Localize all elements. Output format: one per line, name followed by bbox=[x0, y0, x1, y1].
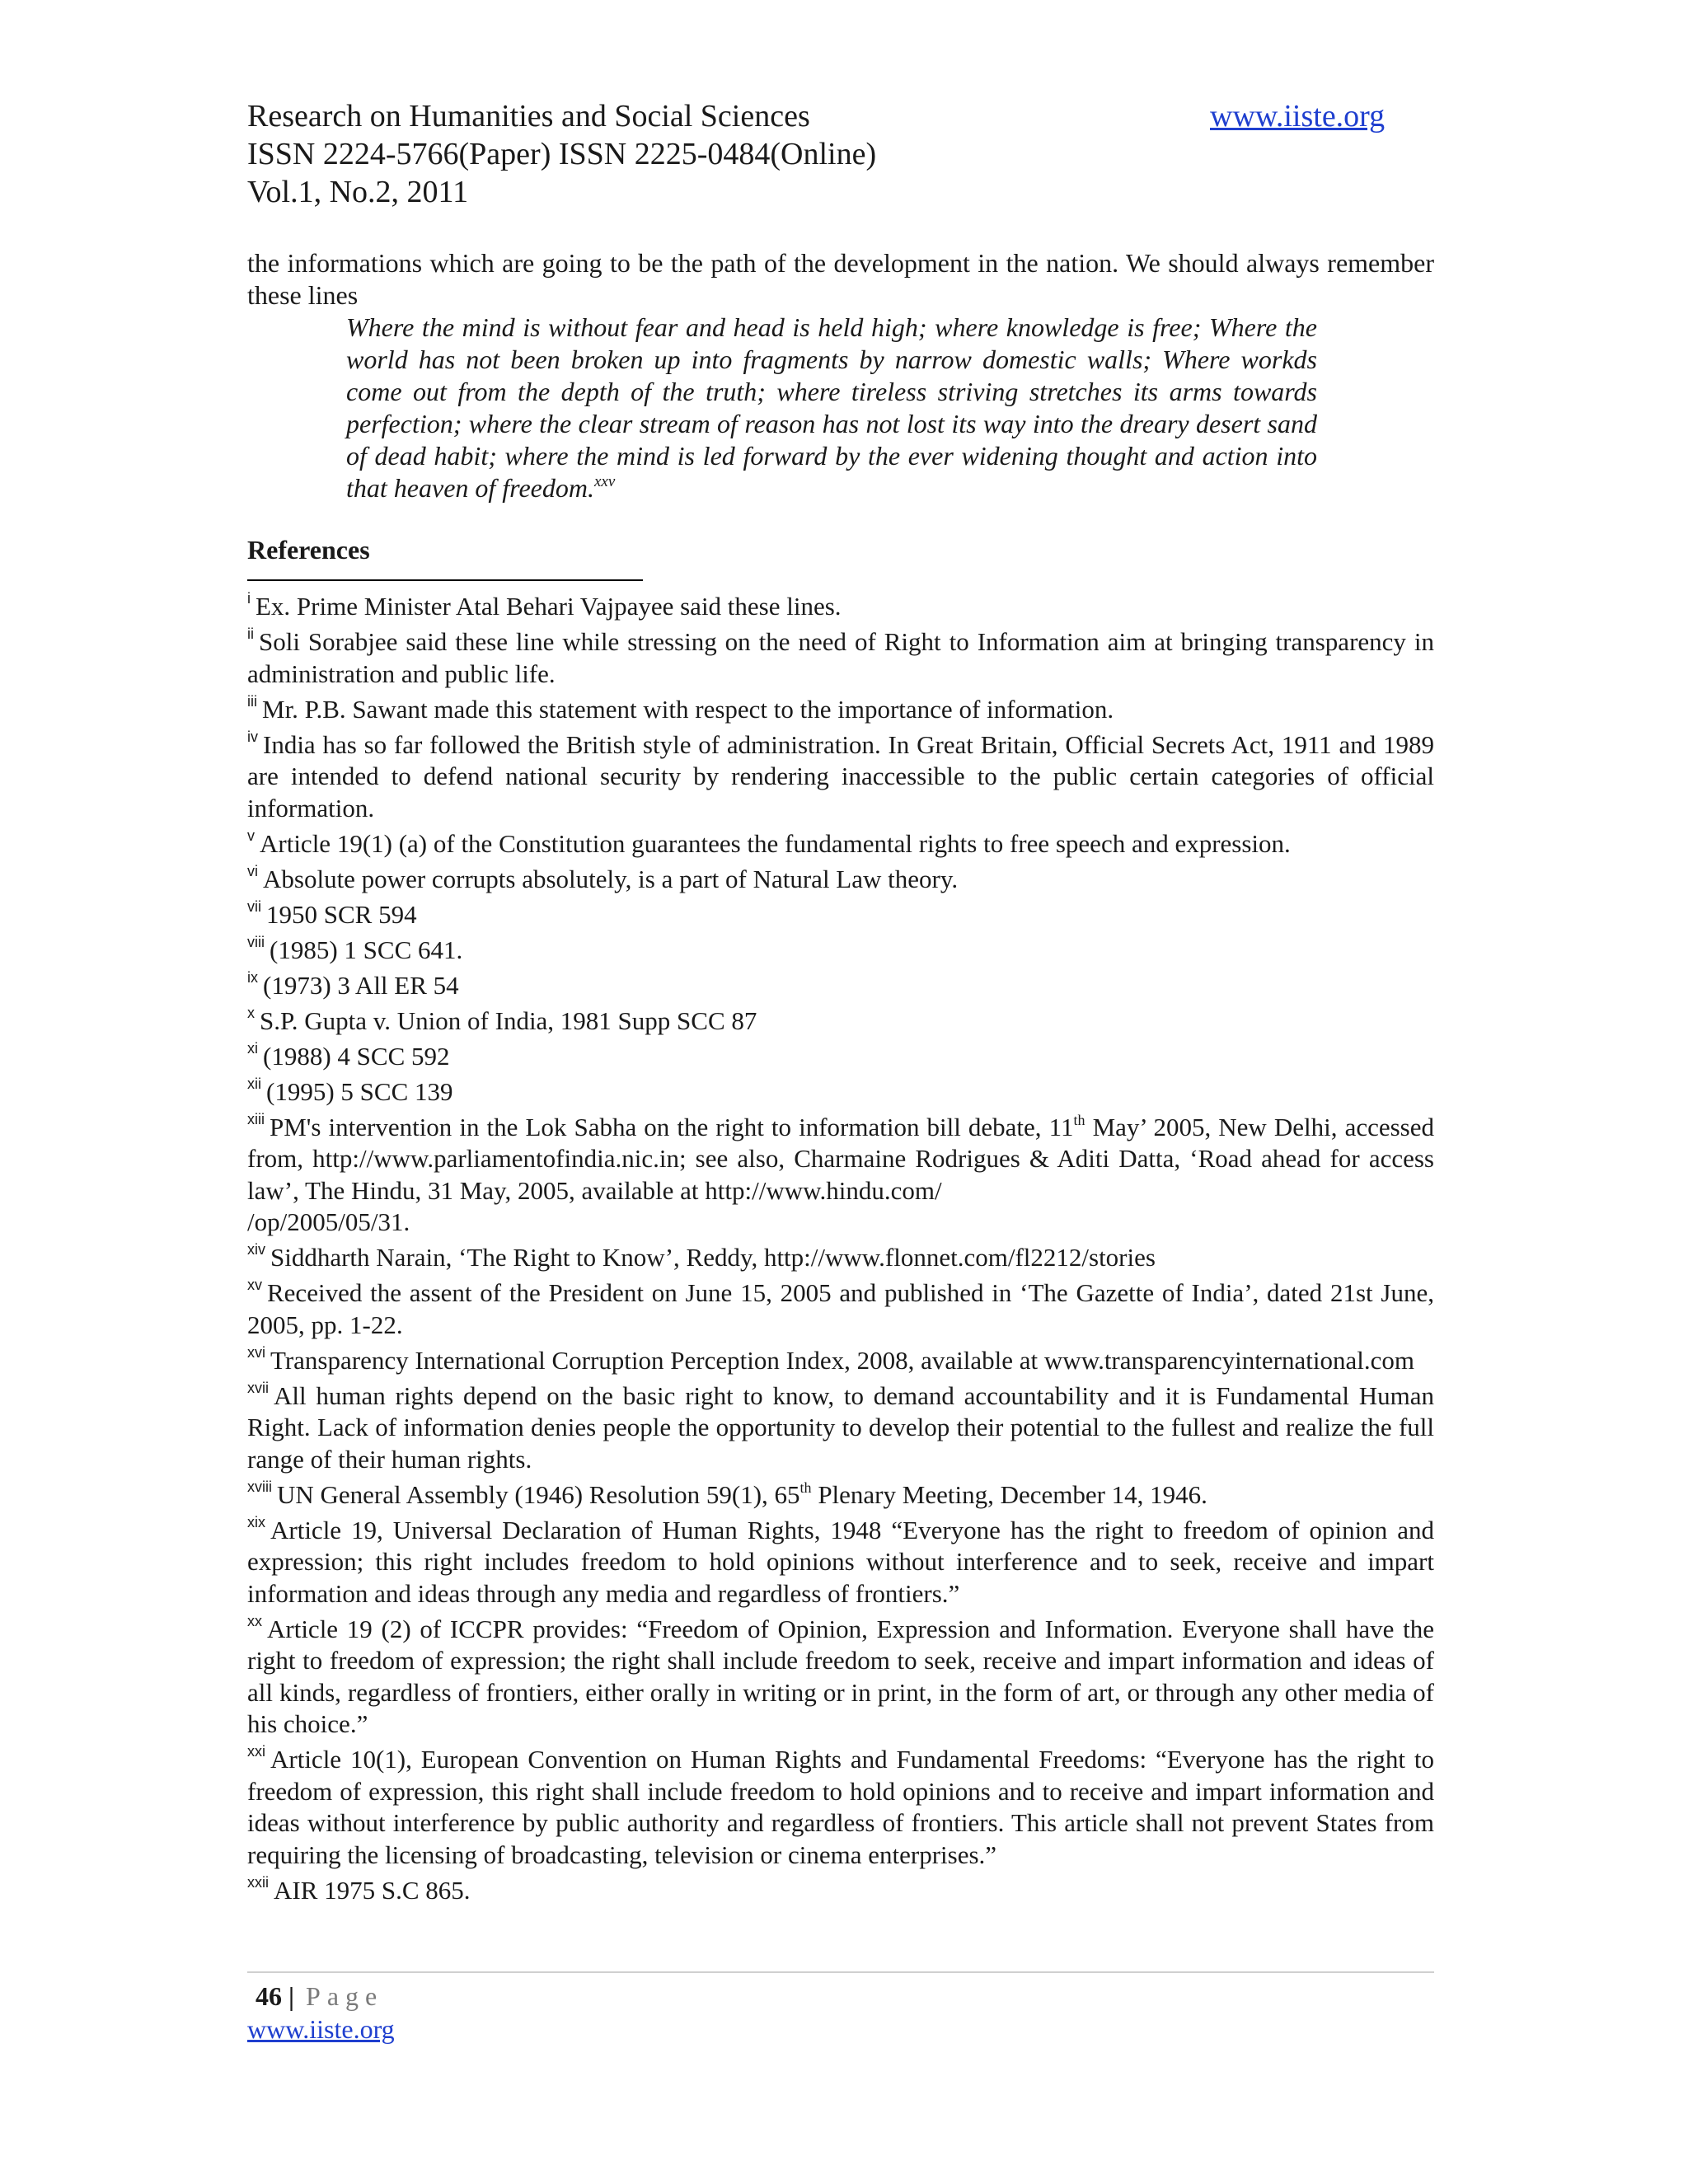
quote-footnote-marker[interactable]: xxv bbox=[593, 473, 616, 490]
footer-divider bbox=[247, 1971, 1434, 1973]
footnote-item bbox=[247, 1875, 1434, 1907]
issn-line: ISSN 2224-5766(Paper) ISSN 2225-0484(Online) bbox=[247, 137, 877, 171]
footnote-item bbox=[247, 935, 1434, 967]
footnote-marker[interactable]: xvi bbox=[247, 1343, 265, 1361]
footnote-text: Article 19, Universal Declaration of Human Rights, 1948 “Everyone has the right to freedom of opinion and expression; this right includes freedom to hold opinions without interference and to seek, receive and impart information and ideas through any media and regardless of frontiers.” bbox=[247, 1515, 1434, 1608]
footnote-item bbox=[247, 864, 1434, 896]
footnote-text: (1973) 3 All ER 54 bbox=[263, 970, 459, 1000]
footnote-marker[interactable]: xxii bbox=[247, 1873, 269, 1891]
footnote-item bbox=[247, 1277, 1434, 1341]
footnote-marker[interactable]: xiv bbox=[247, 1241, 265, 1258]
page-separator: | bbox=[288, 1981, 295, 2011]
footnote-text: Soli Sorabjee said these line while stressing on the need of Right to Information aim at bringing transparency in administration and public life. bbox=[247, 627, 1434, 688]
footnote-text: Transparency International Corruption Perception Index, 2008, available at www.transparencyinternational.com bbox=[270, 1345, 1414, 1375]
footnote-item bbox=[247, 626, 1434, 690]
footnote-text-part: /op/2005/05/31. bbox=[247, 1207, 410, 1236]
footnote-marker[interactable]: xv bbox=[247, 1277, 262, 1293]
footnote-item bbox=[247, 1005, 1434, 1038]
footnote-separator bbox=[247, 579, 643, 581]
block-quote bbox=[346, 312, 1317, 504]
footnote-item bbox=[247, 591, 1434, 623]
footnote-text: India has so far followed the British style of administration. In Great Britain, Official Secrets Act, 1911 and 1989 are intended to defend national security by rendering inaccessible to the public certain categories of official information. bbox=[247, 729, 1434, 823]
ordinal-suffix: th bbox=[1073, 1111, 1085, 1128]
ordinal-suffix: th bbox=[799, 1479, 812, 1496]
footnote-item bbox=[247, 1614, 1434, 1741]
footnote-item bbox=[247, 1515, 1434, 1610]
footnote-marker[interactable]: iv bbox=[247, 728, 258, 745]
footnote-text: All human rights depend on the basic right to know, to demand accountability and it is Fundamental Human Right. Lack of information denies people the opportunity to develop their potential to the fullest and realize the full range of their human rights. bbox=[247, 1380, 1434, 1474]
footnote-marker[interactable]: xiii bbox=[247, 1110, 265, 1127]
footnote-marker[interactable]: xi bbox=[247, 1039, 258, 1057]
footnote-item bbox=[247, 1112, 1434, 1239]
footnote-text-part: May’ 2005, New Delhi, accessed from, http://www.parliamentofindia.nic.in; see also, Charmaine Rodrigues & Aditi Datta, ‘Road ahead for access law’, The Hindu, 31 May, 2005, available at http://www.hindu.com/ bbox=[247, 1112, 1434, 1205]
footnote-text: Received the assent of the President on June 15, 2005 and published in ‘The Gazette of India’, dated 21st June, 2005, pp. 1-22. bbox=[247, 1278, 1434, 1339]
footnote-marker[interactable]: ix bbox=[247, 968, 258, 986]
footnote-item bbox=[247, 1380, 1434, 1476]
footnote-item bbox=[247, 1242, 1434, 1274]
intro-paragraph: the informations which are going to be the path of the development in the nation. We should always remember these lines bbox=[247, 248, 1434, 310]
footnote-list bbox=[247, 591, 1434, 1906]
page-label: Page bbox=[306, 1981, 384, 2011]
footnote-marker[interactable]: xx bbox=[247, 1612, 262, 1629]
footnote-marker[interactable]: xix bbox=[247, 1513, 265, 1530]
footnote-marker[interactable]: ii bbox=[247, 626, 254, 642]
journal-title: Research on Humanities and Social Sciences bbox=[247, 99, 810, 134]
footnote-text: Article 19(1) (a) of the Constitution guarantees the fundamental rights to free speech and expression. bbox=[260, 828, 1291, 858]
journal-header bbox=[247, 97, 1401, 211]
references-heading: References bbox=[247, 535, 370, 565]
footer-website-link[interactable]: www.iiste.org bbox=[247, 2014, 395, 2044]
footnote-marker[interactable]: v bbox=[247, 827, 255, 844]
footnote-text: Siddharth Narain, ‘The Right to Know’, Reddy, http://www.flonnet.com/fl2212/stories bbox=[270, 1243, 1156, 1272]
footnote-text: (1985) 1 SCC 641. bbox=[270, 935, 463, 964]
footnote-text: 1950 SCR 594 bbox=[266, 899, 417, 929]
footnote-text-part: UN General Assembly (1946) Resolution 59(1), 65 bbox=[277, 1479, 800, 1509]
footnote-text: Absolute power corrupts absolutely, is a part of Natural Law theory. bbox=[263, 864, 959, 893]
footnote-item bbox=[247, 899, 1434, 931]
footnote-item bbox=[247, 1076, 1434, 1108]
footnote-text: AIR 1975 S.C 865. bbox=[274, 1875, 471, 1905]
footnote-item bbox=[247, 1744, 1434, 1871]
volume-line: Vol.1, No.2, 2011 bbox=[247, 175, 469, 209]
quote-text: Where the mind is without fear and head is held high; where knowledge is free; Where the world has not been broken up into fragments by narrow domestic walls; Where workds come out from the depth of the truth; where tireless striving stretches its arms towards perfection; where the clear stream of reason has not lost its way into the dreary desert sand of dead habit; where the mind is led forward by the ever widening thought and action into that heaven of freedom. bbox=[346, 312, 1317, 503]
footnote-marker[interactable]: viii bbox=[247, 933, 265, 950]
footnote-marker[interactable]: iii bbox=[247, 692, 257, 710]
footnote-text: Article 19 (2) of ICCPR provides: “Freedom of Opinion, Expression and Information. Everyone shall have the right to freedom of expression; the right shall include freedom to seek, receive and impart information and ideas of all kinds, regardless of frontiers, either orally in writing or in print, in the form of art, or through any other media of his choice.” bbox=[247, 1614, 1434, 1738]
footnote-marker[interactable]: xxi bbox=[247, 1743, 265, 1760]
footnote-item bbox=[247, 1345, 1434, 1377]
footnote-marker[interactable]: xii bbox=[247, 1075, 261, 1092]
footnote-text: Article 10(1), European Convention on Human Rights and Fundamental Freedoms: “Everyone has the right to freedom of expression, this right shall include freedom to hold opinions and to receive and impart information and ideas without interference by public authority and regardless of frontiers. This article shall not prevent States from requiring the licensing of broadcasting, television or cinema enterprises.” bbox=[247, 1745, 1434, 1869]
page-number: 46 bbox=[256, 1981, 282, 2011]
footnote-marker[interactable]: xvii bbox=[247, 1379, 269, 1396]
footnote-marker[interactable]: i bbox=[247, 590, 251, 607]
footnote-text bbox=[277, 1480, 1207, 1509]
page-footer bbox=[247, 1980, 395, 2046]
footnote-item bbox=[247, 1041, 1434, 1073]
footnote-text: Ex. Prime Minister Atal Behari Vajpayee said these lines. bbox=[256, 592, 842, 621]
footnote-text: (1995) 5 SCC 139 bbox=[266, 1076, 453, 1106]
footnote-marker[interactable]: vii bbox=[247, 898, 261, 915]
footnote-item bbox=[247, 694, 1434, 726]
footnote-text: (1988) 4 SCC 592 bbox=[263, 1041, 450, 1071]
footnote-item bbox=[247, 828, 1434, 860]
footnote-text: Mr. P.B. Sawant made this statement with respect to the importance of information. bbox=[262, 694, 1114, 724]
footnote-marker[interactable]: vi bbox=[247, 862, 258, 879]
footnote-item bbox=[247, 970, 1434, 1002]
header-website-link[interactable]: www.iiste.org bbox=[1210, 99, 1386, 134]
footnote-text bbox=[247, 1110, 1434, 1237]
footnote-text-part: Plenary Meeting, December 14, 1946. bbox=[811, 1479, 1207, 1509]
footnote-text: S.P. Gupta v. Union of India, 1981 Supp SCC 87 bbox=[260, 1005, 757, 1035]
page-content bbox=[247, 247, 1434, 1910]
footnote-marker[interactable]: x bbox=[247, 1004, 255, 1021]
footnote-text-part: PM's intervention in the Lok Sabha on the right to information bill debate, 11 bbox=[270, 1112, 1074, 1141]
footnote-item bbox=[247, 729, 1434, 825]
footnote-item bbox=[247, 1479, 1434, 1511]
footnote-marker[interactable]: xviii bbox=[247, 1478, 272, 1495]
